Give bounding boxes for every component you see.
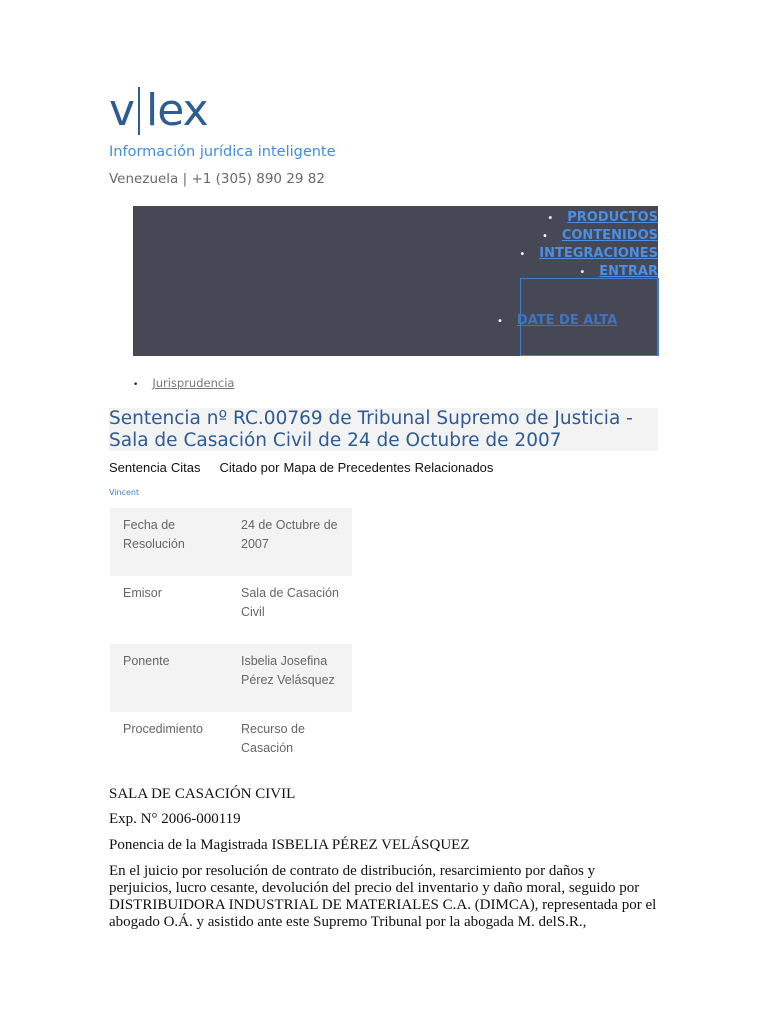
info-label: Procedimiento <box>123 722 203 736</box>
nav-link-entrar[interactable]: ENTRAR <box>599 264 658 279</box>
bullet-icon: • <box>541 231 548 242</box>
bullet-icon: • <box>579 267 586 278</box>
info-label: Ponente <box>110 644 228 712</box>
resolution-info-table <box>110 508 352 780</box>
logo-text-v: v <box>109 85 135 136</box>
info-label: Fecha de Resolución <box>110 508 228 576</box>
tab-citado-por[interactable]: Citado por <box>219 460 280 475</box>
bullet-icon: • <box>547 213 554 224</box>
tagline: Información jurídica inteligente <box>109 144 336 160</box>
breadcrumb-jurisprudencia[interactable]: Jurisprudencia <box>152 376 235 390</box>
bullet-icon: • <box>497 316 503 327</box>
document-tabs <box>109 460 493 475</box>
info-value: 24 de Octubre de 2007 <box>228 508 352 576</box>
main-nav <box>133 206 658 356</box>
logo-divider <box>138 87 140 135</box>
bullet-icon: • <box>133 380 139 390</box>
document-heading: SALA DE CASACIÓN CIVIL <box>109 786 296 802</box>
info-value: Sala de Casación Civil <box>241 586 339 619</box>
info-label: Emisor <box>123 586 162 600</box>
info-value: Isbelia Josefina Pérez Velásquez <box>228 644 352 712</box>
table-row <box>110 644 352 712</box>
table-row <box>110 712 352 780</box>
document-ponencia: Ponencia de la Magistrada ISBELIA PÉREZ VELÁSQUEZ <box>109 837 470 853</box>
tab-sentencia[interactable]: Sentencia <box>109 460 167 475</box>
contact-info: Venezuela | +1 (305) 890 29 82 <box>109 171 325 187</box>
page-title: Sentencia nº RC.00769 de Tribunal Supremo de Justicia - Sala de Casación Civil de 24 de Octubre de 2007 <box>109 408 658 451</box>
nav-item-integraciones[interactable] <box>519 243 658 261</box>
breadcrumb <box>133 376 234 390</box>
nav-link-integraciones[interactable]: INTEGRACIONES <box>539 246 658 261</box>
vlex-logo[interactable] <box>109 86 208 136</box>
tab-citas[interactable]: Citas <box>170 460 201 475</box>
logo-text-lex: lex <box>146 85 208 136</box>
nav-item-productos[interactable] <box>547 207 658 225</box>
table-row <box>110 576 352 644</box>
author-link[interactable]: Vincent <box>109 488 140 497</box>
tab-relacionados[interactable]: Relacionados <box>414 460 494 475</box>
nav-link-contenidos[interactable]: CONTENIDOS <box>561 228 658 243</box>
nav-item-entrar[interactable] <box>579 261 658 279</box>
nav-item-signup[interactable] <box>497 310 617 331</box>
nav-item-contenidos[interactable] <box>542 225 658 243</box>
tab-mapa-precedentes[interactable]: Mapa de Precedentes <box>283 460 411 475</box>
signup-link[interactable]: DATE DE ALTA <box>516 313 618 328</box>
nav-link-productos[interactable]: PRODUCTOS <box>567 210 658 225</box>
document-paragraph: En el juicio por resolución de contrato de distribución, resarcimiento por daños y perjuicios, lucro cesante, devolución del precio del inventario y daño moral, seguido por DISTRIBUIDORA INDUSTRIAL DE MATERIALES C.A. (DIMCA), representada por el abogado O.Á. y asistido ante este Supremo Tribunal por la abogada M. delS.R., <box>109 863 657 930</box>
document-exp: Exp. N° 2006-000119 <box>109 811 241 827</box>
info-value: Recurso de Casación <box>241 722 305 755</box>
table-row <box>110 508 352 576</box>
bullet-icon: • <box>519 249 526 260</box>
